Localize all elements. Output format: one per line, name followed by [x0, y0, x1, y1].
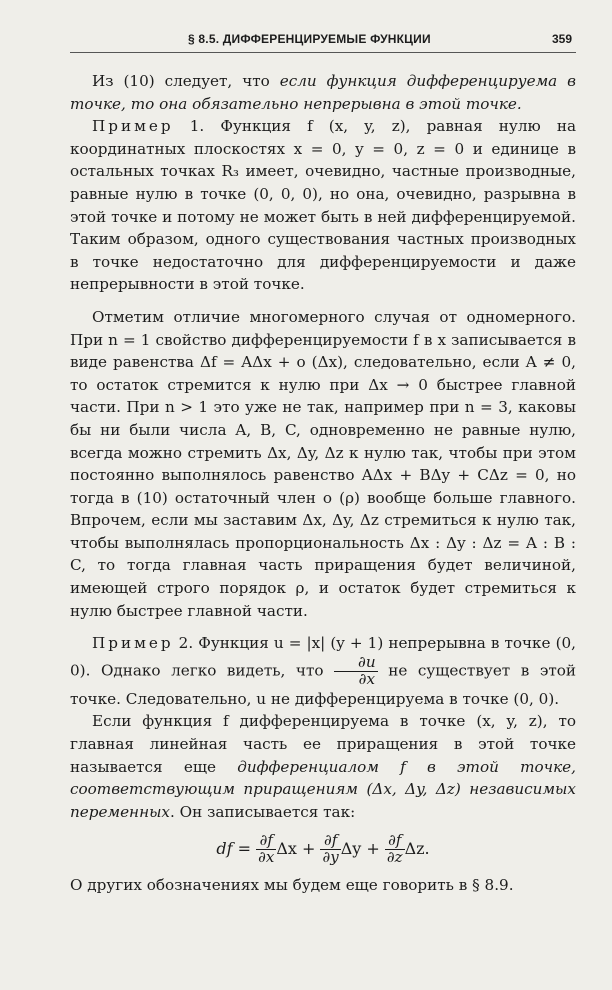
running-header — [70, 30, 576, 53]
formula-lhs: df = — [216, 839, 257, 859]
differential-formula — [70, 833, 576, 866]
page-number: 359 — [551, 32, 572, 46]
paragraph-continuity — [70, 70, 576, 115]
differential-definition: дифференциалом f в этой точке, соответствующим приращениям (Δx, Δy, Δz) независимых переменных — [70, 757, 576, 821]
formula-fraction-x — [256, 833, 276, 866]
formula-num-x: ∂f — [256, 833, 276, 850]
formula-fraction-y — [320, 833, 340, 866]
example-2-label: Пример — [92, 634, 174, 653]
differential-tail: . Он записывается так: — [170, 802, 356, 821]
example-2-text-b: не существует в этой точке. Следовательно, u не дифференцируема в точке (0, 0). — [70, 661, 577, 708]
formula-fraction-z — [385, 833, 405, 866]
example-1 — [70, 115, 576, 296]
continuity-statement: если функция дифференцируема в точке, то она обязательно непрерывна в этой точке. — [70, 72, 576, 113]
formula-den-y: ∂y — [322, 848, 339, 867]
paragraph-differential — [70, 710, 576, 823]
formula-num-z: ∂f — [385, 833, 405, 850]
example-2 — [70, 632, 576, 710]
closing-sentence: О других обозначениях мы будем еще говорить в § 8.9. — [70, 875, 514, 894]
formula-term-z: Δz. — [404, 839, 430, 859]
closing-note — [70, 874, 576, 897]
body-text — [70, 70, 576, 896]
partial-derivative-fraction — [334, 652, 378, 688]
paragraph-lead: Из (10) следует, что — [92, 72, 280, 90]
formula-den-z: ∂z — [386, 848, 403, 867]
fraction-numerator: ∂u — [334, 655, 378, 672]
example-1-text: 1. Функция f (x, y, z), равная нулю на координатных плоскостях x = 0, y = 0, z = 0 и единице в остальных точках R₃ имеет, очевидно, частные производные, равные нулю в точке (0, 0, 0), но она, очевидно, разрывна в этой точке и потому не может быть в ней дифференцируемой. Таким образом, одного существования частных производных в точке недостаточно для дифференцируемости и даже непрерывности в этой точке. — [70, 117, 576, 294]
formula-term-y: Δy + — [340, 839, 385, 859]
formula-term-x: Δx + — [276, 839, 321, 859]
paragraph-multidimensional: Отметим отличие многомерного случая от одномерного. При n = 1 свойство дифференцируемости f в x записывается в виде равенства Δf = AΔx + o (Δx), следовательно, если A ≠ 0, то остаток стремится к нулю при Δx → 0 быстрее главной части. При n > 1 это уже не так, например при n = 3, каковы бы ни были числа A, B, C, одновременно не равные нулю, всегда можно стремить Δx, Δy, Δz к нулю так, чтобы при этом постоянно выполнялось равенство AΔx + BΔy + CΔz = 0, но тогда в (10) остаточный член o (ρ) вообще больше главного. Впрочем, если мы заставим Δx, Δy, Δz стремиться к нулю так, чтобы выполнялась пропорциональность Δx : Δy : Δz = A : B : C, то тогда главная часть приращения будет величиной, имеющей строго порядок ρ, и остаток будет стремиться к нулю быстрее главной части. — [70, 307, 576, 620]
formula-num-y: ∂f — [320, 833, 340, 850]
formula-den-x: ∂x — [258, 848, 275, 867]
differential-lead: Если функция f дифференцируема в точке (x, y, z), то главная линейная часть ее приращения в этой точке называется еще — [70, 712, 576, 776]
example-1-label: Пример — [92, 117, 174, 136]
running-title: § 8.5. ДИФФЕРЕНЦИРУЕМЫЕ ФУНКЦИИ — [188, 32, 431, 46]
example-2-text-a: 2. Функция u = |x| (y + 1) непрерывна в точке (0, 0). Однако легко видеть, что — [70, 634, 576, 680]
fraction-denominator: ∂x — [358, 669, 376, 688]
